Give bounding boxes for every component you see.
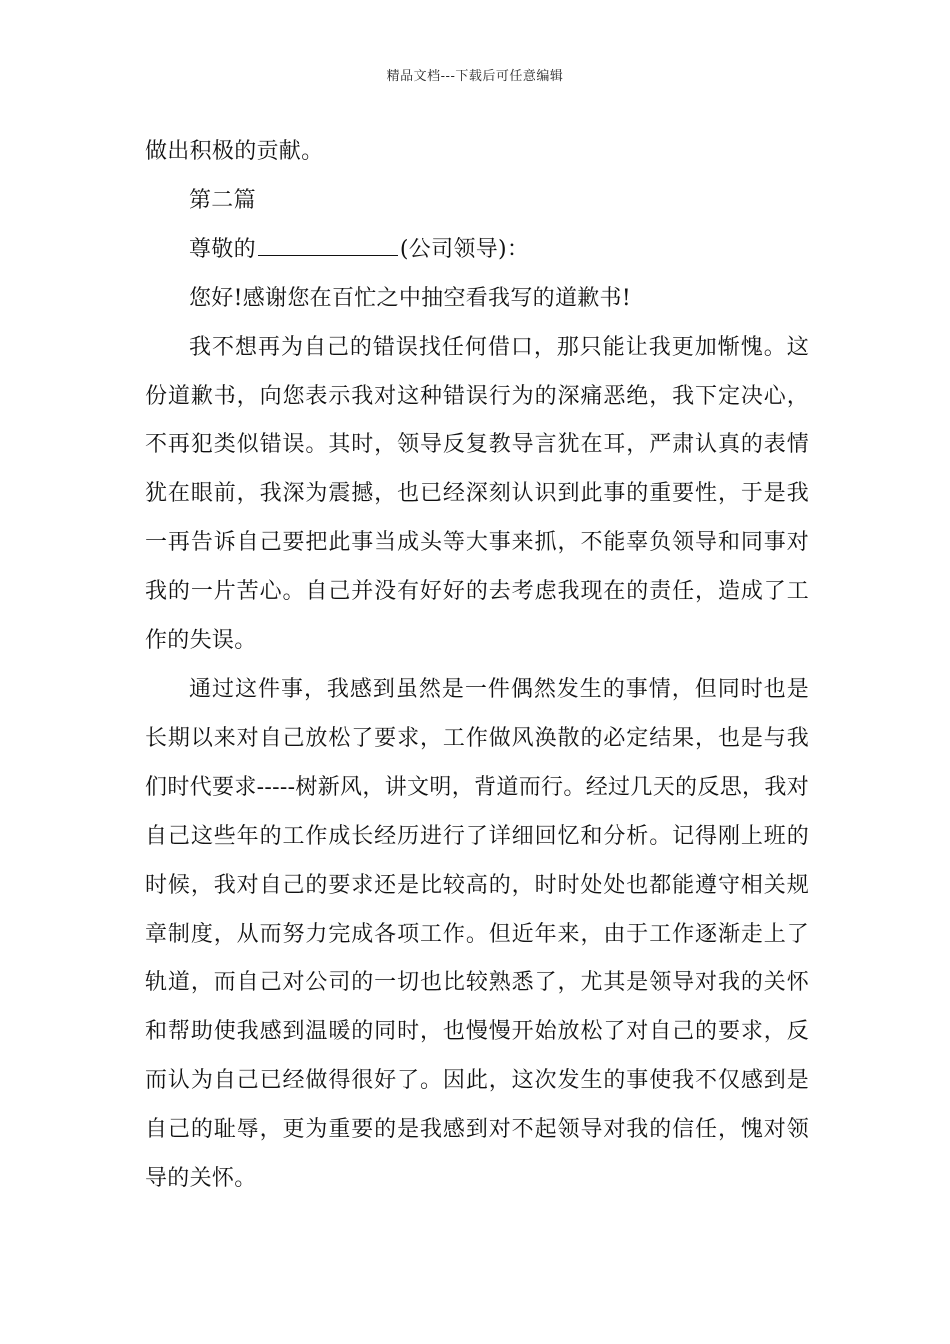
document-body [145, 128, 809, 1204]
section-title: 第二篇 [189, 187, 256, 213]
greeting: 您好!感谢您在百忙之中抽空看我写的道歉书! [189, 285, 631, 311]
paragraph-reflection: 通过这件事，我感到虽然是一件偶然发生的事情，但同时也是长期以来对自己放松了要求，工作做风涣散的必定结果，也是与我们时代要求-----树新风，讲文明，背道而行。经过几天的反思，我对自己这些年的工作成长经历进行了详细回忆和分析。记得刚上班的时候，我对自己的要求还是比较高的，时时处处也都能遵守相关规章制度，从而努力完成各项工作。但近年来，由于工作逐渐走上了轨道，而自己对公司的一切也比较熟悉了，尤其是领导对我的关怀和帮助使我感到温暖的同时，也慢慢开始放松了对自己的要求，反而认为自己已经做得很好了。因此，这次发生的事使我不仅感到是自己的耻辱，更为重要的是我感到对不起领导对我的信任，愧对领导的关怀。 [145, 676, 809, 1192]
paragraph-apology: 我不想再为自己的错误找任何借口，那只能让我更加惭愧。这份道歉书，向您表示我对这种错误行为的深痛恶绝，我下定决心，不再犯类似错误。其时，领导反复教导言犹在耳，严肃认真的表情犹在眼前，我深为震撼，也已经深刻认识到此事的重要性，于是我一再告诉自己要把此事当成头等大事来抓，不能辜负领导和同事对我的一片苦心。自己并没有好好的去考虑我现在的责任，造成了工作的失误。 [145, 334, 809, 654]
salutation-prefix: 尊敬的 [189, 236, 256, 262]
page-header: 精品文档---下载后可任意编辑 [386, 69, 564, 84]
blank-fill-line [258, 233, 398, 256]
salutation [145, 226, 809, 275]
salutation-suffix: (公司领导)： [399, 236, 530, 262]
paragraph-continuation: 做出积极的贡献。 [145, 139, 324, 164]
